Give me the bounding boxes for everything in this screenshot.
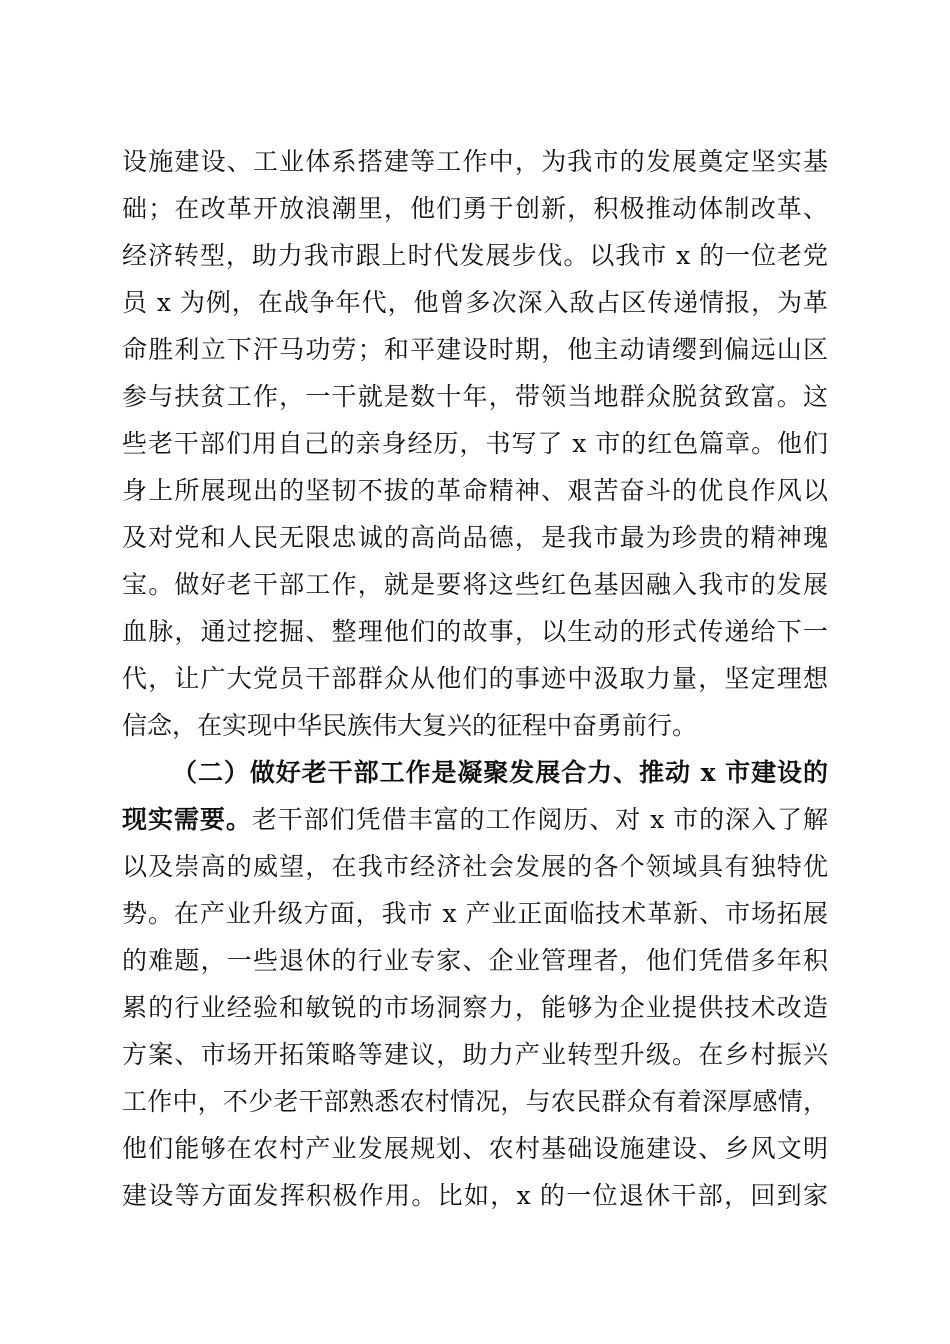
text-line: 宝。做好老干部工作，就是要将这些红色基因融入我市的发展 [122, 570, 828, 599]
text-line: 设施建设、工业体系搭建等工作中，为我市的发展奠定坚实基 [122, 147, 828, 176]
section-heading-end: 现实需要。 [122, 805, 252, 834]
text-line: 他们能够在农村产业发展规划、农村基础设施建设、乡风文明 [122, 1134, 828, 1163]
text-line: 的难题，一些退休的行业专家、企业管理者，他们凭借多年积 [122, 946, 828, 975]
text-line: 代，让广大党员干部群众从他们的事迹中汲取力量，坚定理想 [122, 664, 828, 693]
text-line [122, 800, 828, 840]
text-line: 以及崇高的威望，在我市经济社会发展的各个领域具有独特优 [122, 852, 828, 881]
text-line: 经济转型，助力我市跟上时代发展步伐。以我市 x 的一位老党 [122, 241, 828, 270]
text-line: 参与扶贫工作，一干就是数十年，带领当地群众脱贫致富。这 [122, 382, 828, 411]
text-span: 老干部们凭借丰富的工作阅历、对 x 市的深入了解 [251, 805, 828, 834]
text-line: 及对党和人民无限忠诚的高尚品德，是我市最为珍贵的精神瑰 [122, 523, 828, 552]
text-line: 些老干部们用自己的亲身经历，书写了 x 市的红色篇章。他们 [122, 429, 828, 458]
text-line: 命胜利立下汗马功劳；和平建设时期，他主动请缨到偏远山区 [122, 335, 828, 364]
text-line: 方案、市场开拓策略等建议，助力产业转型升级。在乡村振兴 [122, 1040, 828, 1069]
text-line: 身上所展现出的坚韧不拔的革命精神、艰苦奋斗的优良作风以 [122, 476, 828, 505]
text-line: 势。在产业升级方面，我市 x 产业正面临技术革新、市场拓展 [122, 899, 828, 928]
text-line: 信念，在实现中华民族伟大复兴的征程中奋勇前行。 [122, 711, 698, 740]
text-line: 础；在改革开放浪潮里，他们勇于创新，积极推动体制改革、 [122, 194, 828, 223]
text-line: 工作中，不少老干部熟悉农村情况，与农民群众有着深厚感情， [122, 1087, 828, 1116]
section-heading: （二）做好老干部工作是凝聚发展合力、推动 x 市建设的 [172, 758, 828, 787]
text-line: 血脉，通过挖掘、整理他们的故事，以生动的形式传递给下一 [122, 617, 828, 646]
text-line: 建设等方面发挥积极作用。比如，x 的一位退休干部，回到家 [122, 1181, 828, 1210]
text-line: 累的行业经验和敏锐的市场洞察力，能够为企业提供技术改造 [122, 993, 828, 1022]
text-line: 员 x 为例，在战争年代，他曾多次深入敌占区传递情报，为革 [122, 288, 828, 317]
